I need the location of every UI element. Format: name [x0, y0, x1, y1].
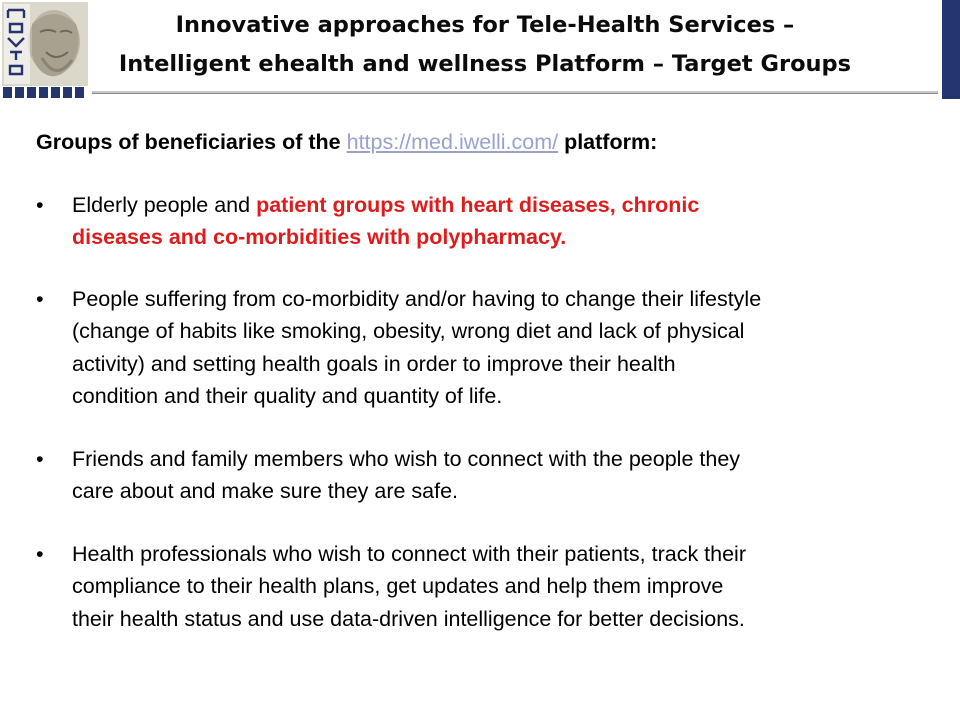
- highlighted-text: patient groups with heart diseases, chronic: [256, 193, 700, 217]
- corner-accent-bar: [942, 0, 960, 99]
- bullet-line: compliance to their health plans, get updates and help them improve: [72, 574, 724, 599]
- heading-prefix: Groups of beneficiaries of the: [36, 130, 347, 154]
- bullet-symbol: •: [36, 193, 44, 217]
- platform-link[interactable]: https://med.iwelli.com/: [346, 130, 559, 154]
- bullet-line: (change of habits like smoking, obesity, wrong diet and lack of physical: [72, 319, 745, 344]
- corner-bar-separator: [938, 0, 941, 99]
- bullet-line: Health professionals who wish to connect with their patients, track their: [72, 542, 746, 566]
- beneficiaries-heading: [36, 126, 657, 158]
- title-line-2: Intelligent ehealth and wellness Platform – Target Groups: [118, 51, 852, 77]
- bullet-line: their health status and use data-driven intelligence for better decisions.: [72, 606, 745, 631]
- bullet-symbol: •: [36, 447, 44, 471]
- decorative-squares: [0, 87, 90, 99]
- bullet-line: care about and make sure they are safe.: [72, 479, 459, 504]
- bullet-symbol: •: [36, 287, 44, 311]
- bullet-symbol: •: [36, 542, 44, 566]
- bullet-line: People suffering from co-morbidity and/or having to change their lifestyle: [72, 287, 762, 311]
- bullet-line: Friends and family members who wish to connect with the people they: [72, 447, 741, 471]
- heading-suffix: platform:: [558, 130, 658, 154]
- highlighted-text: diseases and co-morbidities with polypharmacy.: [72, 225, 567, 250]
- bullet-line: condition and their quality and quantity of life.: [72, 383, 503, 408]
- demokritos-logo-icon: [2, 2, 88, 86]
- title-line-1: Innovative approaches for Tele-Health Services –: [175, 12, 795, 38]
- bullet-line: activity) and setting health goals in order to improve their health: [72, 351, 676, 376]
- slide-title: [100, 6, 870, 84]
- bullet-text: Elderly people and: [72, 193, 257, 217]
- header-divider-line: [92, 93, 938, 94]
